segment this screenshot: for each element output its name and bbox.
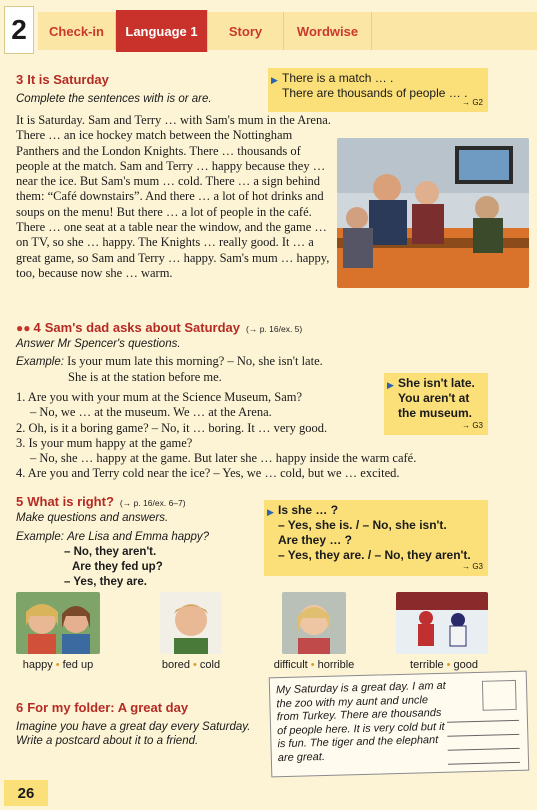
cafe-photo: [337, 138, 529, 288]
grammar-line: She isn't late.: [398, 376, 475, 390]
example-question: Are Lisa and Emma happy?: [67, 531, 210, 543]
grammar-reference: → G3: [462, 562, 483, 571]
grammar-reference: → G3: [462, 421, 483, 430]
grammar-line: – Yes, she is. / – No, she isn't.: [278, 518, 447, 532]
page-number: 26: [4, 780, 48, 806]
exercise-title: Sam's dad asks about Saturday: [44, 320, 241, 335]
arrow-right-icon: ▶: [267, 507, 274, 517]
list-item: – No, she … happy at the game. But later she … happy inside the warm café.: [30, 451, 417, 466]
child-photo: [282, 592, 346, 654]
grammar-line: Are they … ?: [278, 533, 353, 547]
example-text: She is at the station before me.: [68, 370, 222, 385]
exercise-3-heading: [16, 72, 109, 87]
pair-work-icon: ●●: [16, 321, 31, 335]
grammar-line: There is a match … .: [282, 71, 394, 85]
tab-language-1[interactable]: Language 1: [116, 10, 208, 52]
grammar-reference: → G2: [462, 98, 483, 107]
exercise-title: What is right?: [27, 494, 114, 509]
exercise-5-example: [16, 530, 266, 590]
example-question: Are they fed up?: [72, 561, 163, 573]
example-label: Example:: [16, 531, 64, 543]
example-label: Example:: [16, 356, 64, 368]
exercise-number: 3: [16, 72, 24, 87]
caption-word: fed up: [62, 659, 94, 671]
girls-photo: [16, 592, 100, 654]
exercise-5-instruction: Make questions and answers.: [16, 512, 169, 524]
address-line: [447, 734, 519, 737]
list-item: 1. Are you with your mum at the Science Museum, Sam?: [16, 390, 303, 404]
caption-4: terrible • good: [410, 659, 478, 671]
grammar-line: – Yes, they are. / – No, they aren't.: [278, 548, 471, 562]
grammar-line: There are thousands of people … .: [282, 86, 468, 100]
hockey-photo: [396, 592, 488, 654]
exercise-3-text: It is Saturday. Sam and Terry … with Sam's mum in the Arena. There … an ice hockey match between the Nottingham Panthers and the London Knights. There … thousands of people at the match. Sam and Terry … happy because they … near the ice. But Sam's mum … cold. There … a sign behind them: “Café downstairs”. And there … a lot of hot drinks and soups on the menu! But there … a lot of people in the café. There … one seat at a table near the window, and the game … on TV, so she … happy. The Knights … really good. It … a great game, so Sam and Terry … happy. Sam's mum … happy, too, because now she … warm.: [16, 113, 331, 280]
list-item: 4. Are you and Terry cold near the ice? – Yes, we … cold, but we … excited.: [16, 466, 400, 481]
exercise-title: For my folder: A great day: [27, 700, 189, 715]
stamp-box: [482, 680, 517, 711]
address-line: [448, 748, 520, 751]
grammar-line: You aren't at: [398, 391, 470, 405]
page-reference: (→ p. 16/ex. 6–7): [119, 498, 186, 508]
exercise-4-instruction: Answer Mr Spencer's questions.: [16, 338, 181, 350]
grammar-line: Is she … ?: [278, 503, 339, 517]
caption-word: horrible: [317, 659, 355, 671]
caption-word: terrible: [410, 659, 444, 671]
list-item: – No, we … at the museum. We … at the Arena.: [30, 405, 272, 420]
exercise-5-heading: [16, 494, 186, 509]
exercise-number: 6: [16, 700, 24, 715]
unit-number: 2: [4, 6, 34, 54]
exercise-number: 5: [16, 494, 24, 509]
exercise-4-example: [16, 354, 386, 386]
page-header: [0, 0, 537, 62]
exercise-6-instruction: Imagine you have a great day every Saturday. Write a postcard about it to a friend.: [16, 721, 251, 747]
exercise-4-heading: [16, 320, 302, 335]
address-line: [447, 720, 519, 723]
tab-wordwise[interactable]: Wordwise: [284, 12, 372, 50]
list-item: 2. Oh, is it a boring game? – No, it … boring. It … very good.: [16, 420, 328, 435]
caption-word: happy: [22, 659, 53, 671]
example-answer: – No, they aren't.: [64, 546, 157, 558]
postcard: [269, 671, 530, 778]
tab-story[interactable]: Story: [208, 12, 284, 50]
grammar-line: the museum.: [398, 406, 473, 420]
caption-word: good: [453, 659, 478, 671]
exercise-6-heading: [16, 700, 188, 715]
arrow-right-icon: ▶: [271, 75, 278, 85]
caption-word: bored: [161, 659, 191, 671]
caption-word: difficult: [273, 659, 308, 671]
exercise-title: It is Saturday: [27, 72, 109, 87]
caption-2: bored • cold: [161, 659, 221, 671]
exercise-4-items: [16, 390, 496, 482]
grammar-box-there-is: [268, 68, 488, 112]
caption-3: difficult • horrible: [273, 659, 355, 671]
exercise-3-instruction: Complete the sentences with is or are.: [16, 93, 212, 105]
boy-photo: [160, 592, 222, 654]
exercise-number: 4: [33, 320, 41, 335]
caption-word: cold: [199, 659, 221, 671]
page-reference: (→ p. 16/ex. 5): [246, 324, 303, 334]
example-answer: – Yes, they are.: [64, 576, 147, 588]
example-text: Is your mum late this morning? – No, she isn't late.: [67, 354, 323, 368]
address-line: [448, 762, 520, 765]
caption-1: happy • fed up: [22, 659, 94, 671]
list-item: 3. Is your mum happy at the game?: [16, 435, 193, 450]
tab-check-in[interactable]: Check-in: [38, 12, 116, 50]
postcard-text: My Saturday is a great day. I am at the zoo with my aunt and uncle from Turkey. There are thousands of people here. It is very cold but it is fun. The tiger and the elephant are great.: [275, 679, 446, 765]
grammar-box-questions: [264, 500, 488, 576]
arrow-right-icon: ▶: [387, 380, 394, 390]
